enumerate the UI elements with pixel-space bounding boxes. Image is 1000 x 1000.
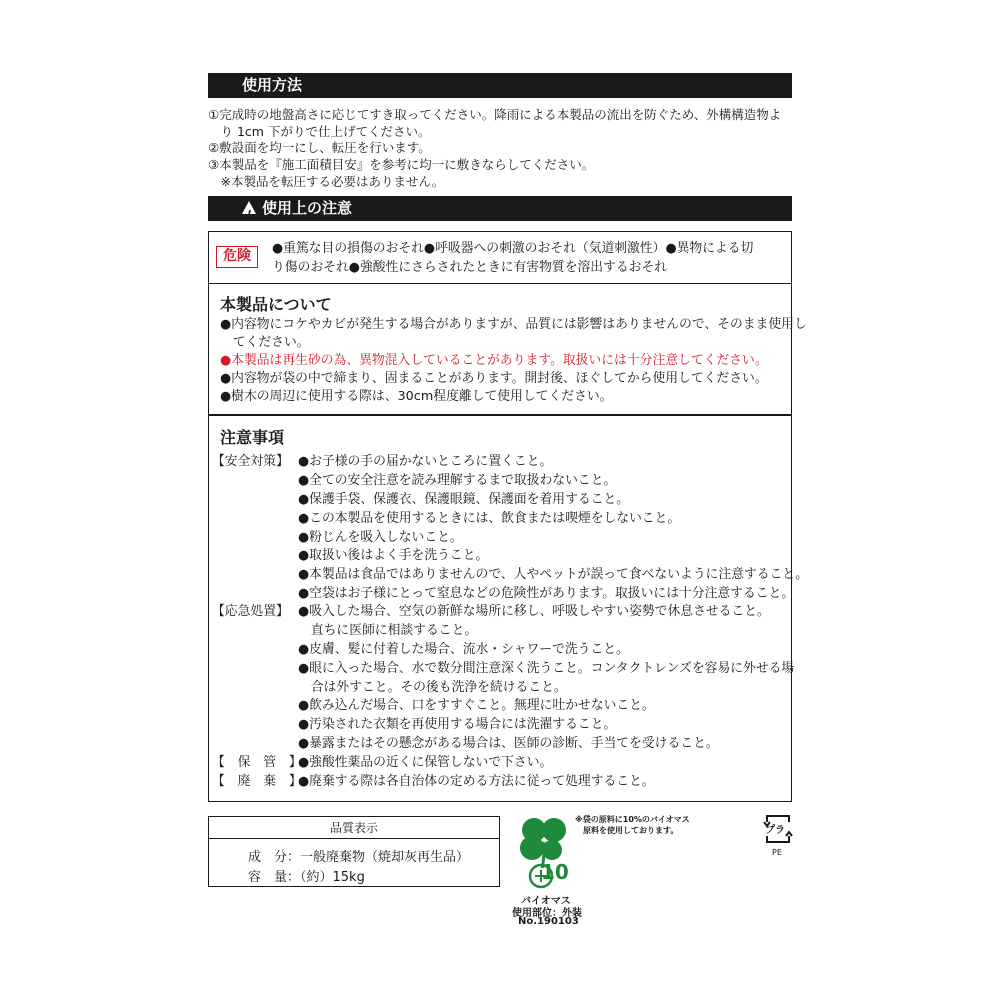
danger-line: り傷のおそれ●強酸性にさらされたときに有害物質を溶出するおそれ <box>272 260 668 275</box>
usage-header <box>208 73 792 98</box>
biomass-part: 使用部位：外装 <box>512 908 582 919</box>
note-line: ●汚染された衣類を再使用する場合には洗濯すること。 <box>298 717 617 732</box>
product-line: てください。 <box>220 335 310 350</box>
tag-storage: 【 保 管 】 <box>212 755 302 770</box>
note-line: ●粉じんを吸入しないこと。 <box>298 530 463 545</box>
notes-title: 注意事項 <box>220 428 285 447</box>
note-line: ●全ての安全注意を読み理解するまで取扱わないこと。 <box>298 473 617 488</box>
usage-line: ③本製品を『施工面積目安』を参考に均一に敷きならしてください。 <box>208 157 595 172</box>
note-line: ●この本製品を使用するときには、飲食または喫煙をしないこと。 <box>298 511 681 526</box>
divider <box>208 414 792 416</box>
tag-safety: 【安全対策】 <box>212 454 289 469</box>
quality-header: 品質表示 <box>329 821 378 835</box>
note-line: ●飲み込んだ場合、口をすすぐこと。無理に吐かせないこと。 <box>298 698 655 713</box>
product-title: 本製品について <box>220 295 332 314</box>
biomass-percent: 10 <box>541 860 569 884</box>
usage-line: ①完成時の地盤高さに応じてすき取ってください。降雨による本製品の流出を防ぐため、外構構造物よ <box>208 107 782 122</box>
quality-divider <box>208 838 500 839</box>
quality-ingredient: 成 分：一般廃棄物（焼却灰再生品） <box>248 850 470 865</box>
note-line: ●吸入した場合、空気の新鮮な場所に移し、呼吸しやすい姿勢で休息させること。 <box>298 604 770 619</box>
caution-title: 使用上の注意 <box>262 199 353 217</box>
note-line: 直ちに医師に相談すること。 <box>298 623 478 638</box>
danger-label: 危険 <box>216 246 258 268</box>
note-line: ●お子様の手の届かないところに置くこと。 <box>298 454 553 469</box>
note-line: ●廃棄する際は各自治体の定める方法に従って処理すること。 <box>298 774 655 789</box>
note-line: ●本製品は食品ではありませんので、人やペットが誤って食べないように注意すること。 <box>298 567 808 582</box>
usage-line: り 1cm 下がりで仕上げてください。 <box>208 124 431 139</box>
note-line: ●保護手袋、保護衣、保護眼鏡、保護面を着用すること。 <box>298 492 630 507</box>
caution-header <box>208 196 792 221</box>
warning-icon <box>242 201 256 214</box>
product-line: ●樹木の周辺に使用する際は、30cm程度離して使用してください。 <box>220 389 613 404</box>
recycle-text: プラ <box>765 825 785 836</box>
product-line: ●内容物にコケやカビが発生する場合がありますが、品質には影響はありませんので、そのまま使用し <box>220 317 807 332</box>
recycle-material: PE <box>772 848 782 857</box>
danger-line: ●重篤な目の損傷のおそれ●呼吸器への刺激のおそれ（気道刺激性）●異物による切 <box>272 241 754 256</box>
note-line: 合は外すこと。その後も洗浄を続けること。 <box>298 680 567 695</box>
usage-title: 使用方法 <box>242 76 303 94</box>
biomass-number: No.190103 <box>518 916 579 927</box>
product-line-warning: ●本製品は再生砂の為、異物混入していることがあります。取扱いには十分注意してください。 <box>220 353 768 368</box>
biomass-label: バイオマス <box>521 896 571 907</box>
note-line: ●眼に入った場合、水で数分間注意深く洗うこと。コンタクトレンズを容易に外せる場 <box>298 661 795 676</box>
quality-volume: 容 量：（約）15kg <box>248 870 365 885</box>
tag-disposal: 【 廃 棄 】 <box>212 774 302 789</box>
usage-line: ②敷設面を均一にし、転圧を行います。 <box>208 140 431 155</box>
biomass-note: 原料を使用しております。 <box>583 826 679 835</box>
product-line: ●内容物が袋の中で締まり、固まることがあります。開封後、ほぐしてから使用してください。 <box>220 371 768 386</box>
biomass-note: ※袋の原料に10%のバイオマス <box>575 815 690 824</box>
usage-line: ※本製品を転圧する必要はありません。 <box>208 174 445 189</box>
note-line: ●取扱い後はよく手を洗うこと。 <box>298 548 489 563</box>
note-line: ●強酸性薬品の近くに保管しないで下さい。 <box>298 755 553 770</box>
note-line: ●皮膚、髪に付着した場合、流水・シャワーで洗うこと。 <box>298 642 629 657</box>
tag-first-aid: 【応急処置】 <box>212 604 289 619</box>
note-line: ●暴露またはその懸念がある場合は、医師の診断、手当てを受けること。 <box>298 736 719 751</box>
note-line: ●空袋はお子様にとって窒息などの危険性があります。取扱いには十分注意すること。 <box>298 586 795 601</box>
